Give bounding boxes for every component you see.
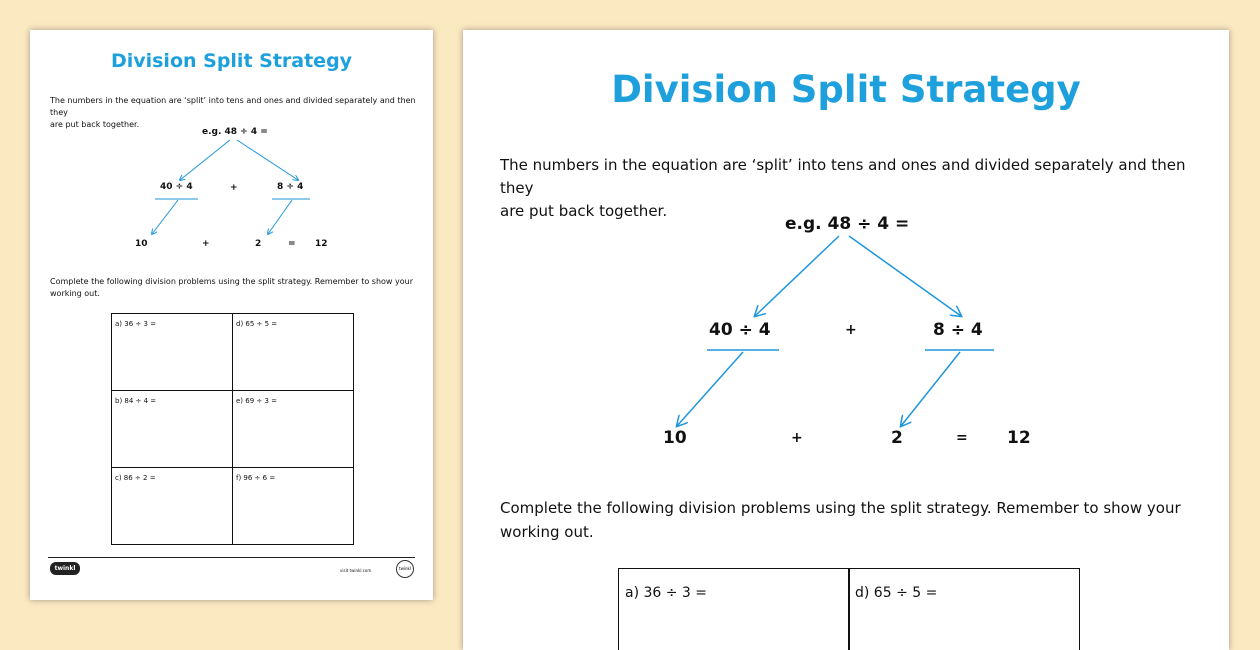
left-result-large: 10 [663, 428, 687, 448]
problem-box-d-large[interactable]: d) 65 ÷ 5 = [848, 568, 1080, 650]
intro-text-large: The numbers in the equation are ‘split’ into tens and ones and divided separately and then they are put back together. [500, 156, 1186, 220]
arrow-to-right-result [268, 200, 292, 234]
arrow-to-left-split [180, 140, 230, 180]
result-total-large: 12 [1007, 428, 1031, 448]
left-split-large: 40 ÷ 4 [709, 320, 771, 340]
result-equals-large: = [956, 430, 968, 446]
problem-box-e[interactable]: e) 69 ÷ 3 = [232, 390, 354, 468]
left-split: 40 ÷ 4 [160, 182, 193, 192]
instruction-text-large: Complete the following division problems using the split strategy. Remember to show your working out. [500, 499, 1181, 541]
instruction-text: Complete the following division problems using the split strategy. Remember to show your working out. [50, 277, 413, 298]
worksheet-title-large: Division Split Strategy [611, 68, 1081, 111]
result-plus-large: + [791, 430, 803, 446]
intro-text: The numbers in the equation are ‘split’ into tens and ones and divided separately and then they are put back together. [50, 96, 416, 129]
worksheet-thumbnail[interactable] [30, 30, 433, 600]
example-equation: e.g. 48 ÷ 4 = [202, 127, 268, 137]
problem-box-d[interactable]: d) 65 ÷ 5 = [232, 313, 354, 391]
split-plus-large: + [845, 322, 857, 338]
problem-box-a[interactable]: a) 36 ÷ 3 = [111, 313, 233, 391]
right-result: 2 [255, 239, 262, 249]
example-equation-large: e.g. 48 ÷ 4 = [785, 214, 910, 234]
arrow-to-left-result [152, 200, 178, 234]
badge-icon: twinkl [396, 560, 414, 578]
footer-divider [48, 557, 415, 558]
result-total: 12 [315, 239, 328, 249]
left-result: 10 [135, 239, 148, 249]
result-equals: = [288, 239, 296, 249]
arrow-to-right-result-large [901, 352, 960, 426]
arrow-to-right-split-large [849, 236, 961, 316]
footer-url: visit twinkl.com [340, 568, 372, 573]
right-split-large: 8 ÷ 4 [933, 320, 983, 340]
split-arrows-diagram-large [463, 30, 1229, 650]
problem-box-c[interactable]: c) 86 ÷ 2 = [111, 467, 233, 545]
result-plus: + [202, 239, 210, 249]
worksheet-zoomed[interactable] [463, 30, 1229, 650]
problem-box-a-large[interactable]: a) 36 ÷ 3 = [618, 568, 850, 650]
problem-box-b[interactable]: b) 84 ÷ 4 = [111, 390, 233, 468]
worksheet-title: Division Split Strategy [110, 50, 353, 72]
twinkl-logo: twinkl [50, 562, 80, 575]
arrow-to-left-split-large [755, 236, 839, 316]
split-plus: + [230, 183, 238, 193]
arrow-to-right-split [237, 140, 298, 180]
problem-box-f[interactable]: f) 96 ÷ 6 = [232, 467, 354, 545]
arrow-to-left-result-large [677, 352, 743, 426]
right-result-large: 2 [891, 428, 903, 448]
right-split: 8 ÷ 4 [277, 182, 304, 192]
